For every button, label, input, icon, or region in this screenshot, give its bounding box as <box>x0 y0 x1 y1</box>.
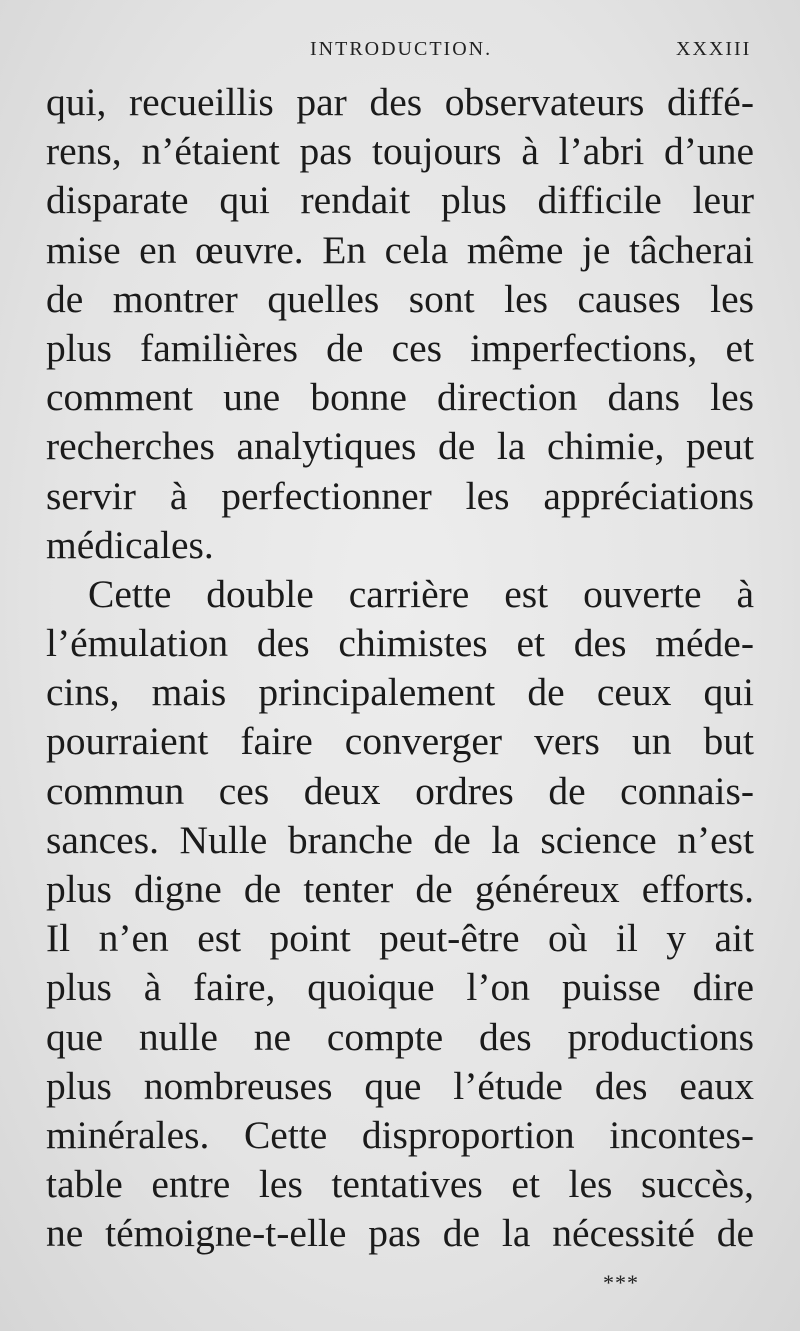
running-title: INTRODUCTION. <box>310 38 493 60</box>
text-line: minérales. Cette disproportion incontes- <box>46 1112 754 1157</box>
body-text <box>46 78 754 1259</box>
signature-mark: *** <box>603 1270 639 1295</box>
text-line: plus familières de ces imperfections, et <box>46 325 754 370</box>
text-line: plus digne de tenter de généreux efforts. <box>46 867 754 911</box>
text-line: de montrer quelles sont les causes les <box>46 276 754 321</box>
text-line: sances. Nulle branche de la science n’est <box>46 817 754 862</box>
text-line: Il n’en est point peut-être où il y ait <box>46 916 754 961</box>
text-line: plus nombreuses que l’étude des eaux <box>46 1063 754 1108</box>
text-line: que nulle ne compte des productions <box>46 1014 754 1059</box>
text-line: table entre les tentatives et les succès, <box>46 1162 754 1207</box>
text-line: comment une bonne direction dans les <box>46 375 754 420</box>
text-line: mise en œuvre. En cela même je tâcherai <box>46 227 754 272</box>
text-line: l’émulation des chimistes et des méde- <box>46 621 754 666</box>
running-head <box>0 38 800 68</box>
text-line: disparate qui rendait plus difficile leur <box>46 178 754 223</box>
paragraph-start-line: Cette double carrière est ouverte à <box>88 571 754 616</box>
text-line: rens, n’étaient pas toujours à l’abri d’une <box>46 129 754 174</box>
text-line: pourraient faire converger vers un but <box>46 719 754 764</box>
text-line: cins, mais principalement de ceux qui <box>46 670 754 715</box>
page-number: XXXIII <box>676 38 752 60</box>
text-line: plus à faire, quoique l’on puisse dire <box>46 965 754 1010</box>
text-line: qui, recueillis par des observateurs diffé- <box>46 80 754 124</box>
text-line: servir à perfectionner les appréciations <box>46 473 754 518</box>
text-line: ne témoigne-t-elle pas de la nécessité de <box>46 1211 754 1256</box>
text-line: commun ces deux ordres de connais- <box>46 768 754 813</box>
text-line: recherches analytiques de la chimie, peut <box>46 424 754 469</box>
paragraph-end-line: médicales. <box>46 522 214 567</box>
